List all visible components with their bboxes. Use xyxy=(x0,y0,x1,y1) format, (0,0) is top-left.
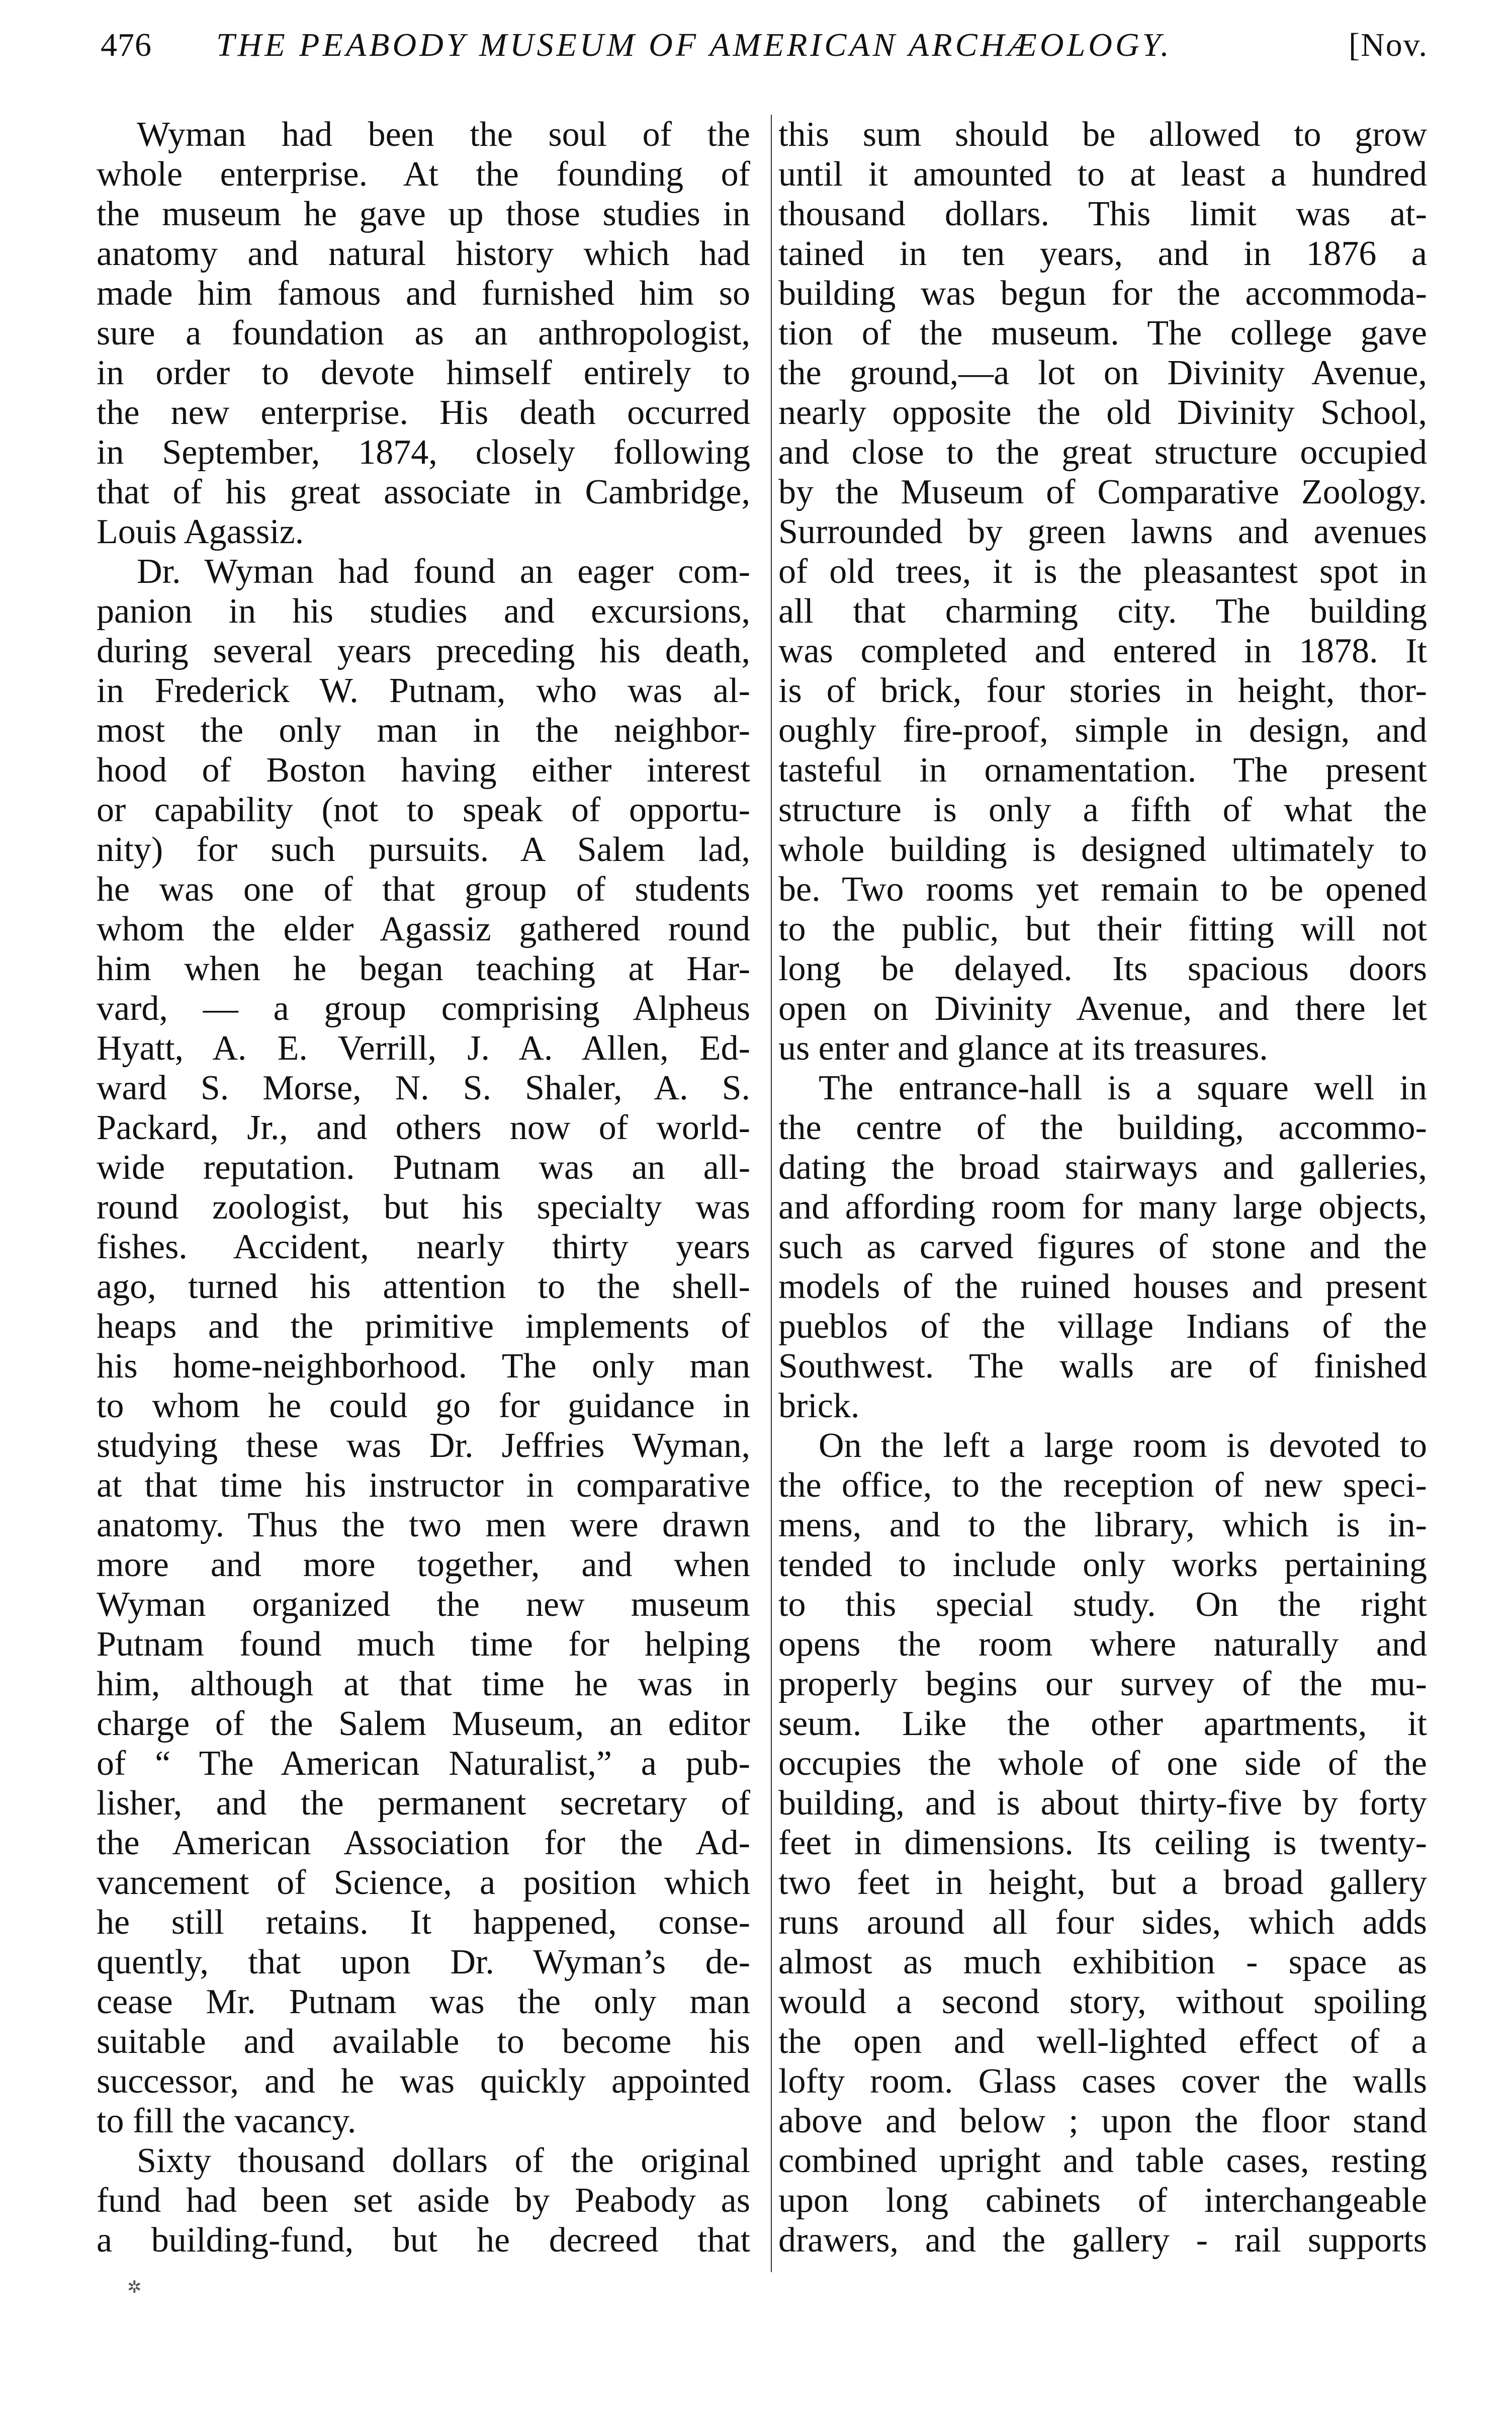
text-line: above and below ; upon the floor stand xyxy=(778,2102,1427,2140)
text-line: brick. xyxy=(778,1387,860,1425)
text-line: Putnam found much time for helping xyxy=(97,1625,750,1664)
text-line: fishes. Accident, nearly thirty years xyxy=(97,1228,750,1266)
text-line: combined upright and table cases, resting xyxy=(778,2141,1427,2180)
text-line: whole enterprise. At the founding of xyxy=(97,155,750,194)
text-line: the open and well-lighted effect of a xyxy=(778,2022,1427,2061)
text-line: Louis Agassiz. xyxy=(97,512,304,551)
text-line: Packard, Jr., and others now of world- xyxy=(97,1108,750,1147)
text-line: Wyman had been the soul of the xyxy=(137,115,750,154)
text-line: Southwest. The walls are of finished xyxy=(778,1347,1427,1386)
text-line: pueblos of the village Indians of the xyxy=(778,1307,1427,1346)
running-title: THE PEABODY MUSEUM OF AMERICAN ARCHÆOLOGY. xyxy=(216,27,1172,63)
text-line: all that charming city. The building xyxy=(778,592,1427,631)
text-line: in September, 1874, closely following xyxy=(97,433,750,472)
running-header xyxy=(101,23,1428,68)
text-line: oughly fire-proof, simple in design, and xyxy=(778,711,1427,750)
text-line: open on Divinity Avenue, and there let xyxy=(778,989,1427,1028)
text-line: us enter and glance at its treasures. xyxy=(778,1029,1268,1068)
text-line: thousand dollars. This limit was at- xyxy=(778,195,1427,233)
text-line: to whom he could go for guidance in xyxy=(97,1387,750,1425)
text-line: the museum he gave up those studies in xyxy=(97,195,750,233)
text-line: that of his great associate in Cambridge, xyxy=(97,473,750,511)
text-line: him, although at that time he was in xyxy=(97,1665,750,1703)
text-line: be. Two rooms yet remain to be opened xyxy=(778,870,1427,909)
text-line: he still retains. It happened, conse- xyxy=(97,1903,750,1942)
text-line: tained in ten years, and in 1876 a xyxy=(778,234,1427,273)
text-line: Surrounded by green lawns and avenues xyxy=(778,512,1427,551)
text-line: vancement of Science, a position which xyxy=(97,1863,750,1902)
text-line: drawers, and the gallery - rail supports xyxy=(778,2221,1427,2260)
text-line: to fill the vacancy. xyxy=(97,2102,357,2140)
text-line: nearly opposite the old Divinity School, xyxy=(778,393,1427,432)
text-line: such as carved figures of stone and the xyxy=(778,1228,1427,1266)
text-line: fund had been set aside by Peabody as xyxy=(97,2181,750,2220)
text-line: would a second story, without spoiling xyxy=(778,1982,1427,2021)
text-line: was completed and entered in 1878. It xyxy=(778,632,1427,670)
text-line: of “ The American Naturalist,” a pub- xyxy=(97,1744,750,1783)
text-line: mens, and to the library, which is in- xyxy=(778,1506,1427,1544)
text-line: the office, to the reception of new speci- xyxy=(778,1466,1427,1505)
text-line: feet in dimensions. Its ceiling is twenty- xyxy=(778,1824,1427,1862)
text-line: most the only man in the neighbor- xyxy=(97,711,750,750)
right-column xyxy=(778,115,1427,2260)
text-line: round zoologist, but his specialty was xyxy=(97,1188,750,1227)
text-line: during several years preceding his death, xyxy=(97,632,750,670)
text-line: the centre of the building, accommo- xyxy=(778,1108,1427,1147)
text-line: almost as much exhibition - space as xyxy=(778,1943,1427,1981)
text-line: studying these was Dr. Jeffries Wyman, xyxy=(97,1426,750,1465)
text-line: successor, and he was quickly appointed xyxy=(97,2062,750,2101)
text-line: this sum should be allowed to grow xyxy=(778,115,1427,154)
text-line: a building-fund, but he decreed that xyxy=(97,2221,750,2260)
issue-month: [Nov. xyxy=(1349,27,1428,63)
text-line: opens the room where naturally and xyxy=(778,1625,1427,1664)
text-line: Dr. Wyman had found an eager com- xyxy=(137,552,750,591)
text-line: the American Association for the Ad- xyxy=(97,1824,750,1862)
text-line: hood of Boston having either interest xyxy=(97,751,750,790)
text-line: in order to devote himself entirely to xyxy=(97,354,750,392)
text-line: the ground,—a lot on Divinity Avenue, xyxy=(778,354,1427,392)
text-line: to the public, but their fitting will not xyxy=(778,910,1427,948)
text-line: of old trees, it is the pleasantest spot in xyxy=(778,552,1427,591)
text-line: seum. Like the other apartments, it xyxy=(778,1704,1427,1743)
text-line: The entrance-hall is a square well in xyxy=(819,1069,1427,1107)
text-line: tended to include only works pertaining xyxy=(778,1545,1427,1584)
text-line: models of the ruined houses and present xyxy=(778,1267,1427,1306)
text-line: whom the elder Agassiz gathered round xyxy=(97,910,750,948)
text-line: building was begun for the accommoda- xyxy=(778,274,1427,313)
text-line: his home-neighborhood. The only man xyxy=(97,1347,750,1386)
text-line: him when he began teaching at Har- xyxy=(97,950,750,988)
column-divider xyxy=(771,115,772,2272)
text-line: nity) for such pursuits. A Salem lad, xyxy=(97,830,750,869)
text-line: cease Mr. Putnam was the only man xyxy=(97,1982,750,2021)
text-line: vard, — a group comprising Alpheus xyxy=(97,989,750,1028)
text-line: or capability (not to speak of opportu- xyxy=(97,791,750,829)
text-line: is of brick, four stories in height, thor- xyxy=(778,671,1427,710)
text-line: lofty room. Glass cases cover the walls xyxy=(778,2062,1427,2101)
text-line: until it amounted to at least a hundred xyxy=(778,155,1427,194)
text-line: building, and is about thirty-five by forty xyxy=(778,1784,1427,1823)
text-line: panion in his studies and excursions, xyxy=(97,592,750,631)
text-line: the new enterprise. His death occurred xyxy=(97,393,750,432)
text-line: more and more together, and when xyxy=(97,1545,750,1584)
text-line: ward S. Morse, N. S. Shaler, A. S. xyxy=(97,1069,750,1107)
text-line: sure a foundation as an anthropologist, xyxy=(97,314,750,353)
text-line: structure is only a fifth of what the xyxy=(778,791,1427,829)
text-line: by the Museum of Comparative Zoology. xyxy=(778,473,1427,511)
text-line: and close to the great structure occupied xyxy=(778,433,1427,472)
text-line: long be delayed. Its spacious doors xyxy=(778,950,1427,988)
text-line: two feet in height, but a broad gallery xyxy=(778,1863,1427,1902)
text-line: to this special study. On the right xyxy=(778,1585,1427,1624)
text-line: On the left a large room is devoted to xyxy=(819,1426,1427,1465)
text-line: made him famous and furnished him so xyxy=(97,274,750,313)
text-line: upon long cabinets of interchangeable xyxy=(778,2181,1427,2220)
text-line: he was one of that group of students xyxy=(97,870,750,909)
text-line: dating the broad stairways and galleries, xyxy=(778,1148,1427,1187)
text-line: heaps and the primitive implements of xyxy=(97,1307,750,1346)
page-number: 476 xyxy=(101,27,152,63)
text-line: Sixty thousand dollars of the original xyxy=(137,2141,750,2180)
text-line: Hyatt, A. E. Verrill, J. A. Allen, Ed- xyxy=(97,1029,750,1068)
text-line: wide reputation. Putnam was an all- xyxy=(97,1148,750,1187)
text-line: runs around all four sides, which adds xyxy=(778,1903,1427,1942)
left-column xyxy=(97,115,750,2260)
text-line: whole building is designed ultimately to xyxy=(778,830,1427,869)
text-line: quently, that upon Dr. Wyman’s de- xyxy=(97,1943,750,1981)
text-line: ago, turned his attention to the shell- xyxy=(97,1267,750,1306)
text-line: in Frederick W. Putnam, who was al- xyxy=(97,671,750,710)
text-line: lisher, and the permanent secretary of xyxy=(97,1784,750,1823)
text-line: properly begins our survey of the mu- xyxy=(778,1665,1427,1703)
printer-mark-icon: ✲ xyxy=(127,2278,142,2297)
text-line: tion of the museum. The college gave xyxy=(778,314,1427,353)
text-line: Wyman organized the new museum xyxy=(97,1585,750,1624)
text-line: at that time his instructor in comparative xyxy=(97,1466,750,1505)
text-line: anatomy. Thus the two men were drawn xyxy=(97,1506,750,1544)
text-line: tasteful in ornamentation. The present xyxy=(778,751,1427,790)
text-line: occupies the whole of one side of the xyxy=(778,1744,1427,1783)
text-line: suitable and available to become his xyxy=(97,2022,750,2061)
text-line: anatomy and natural history which had xyxy=(97,234,750,273)
text-line: charge of the Salem Museum, an editor xyxy=(97,1704,750,1743)
text-line: and affording room for many large objects, xyxy=(778,1188,1427,1227)
